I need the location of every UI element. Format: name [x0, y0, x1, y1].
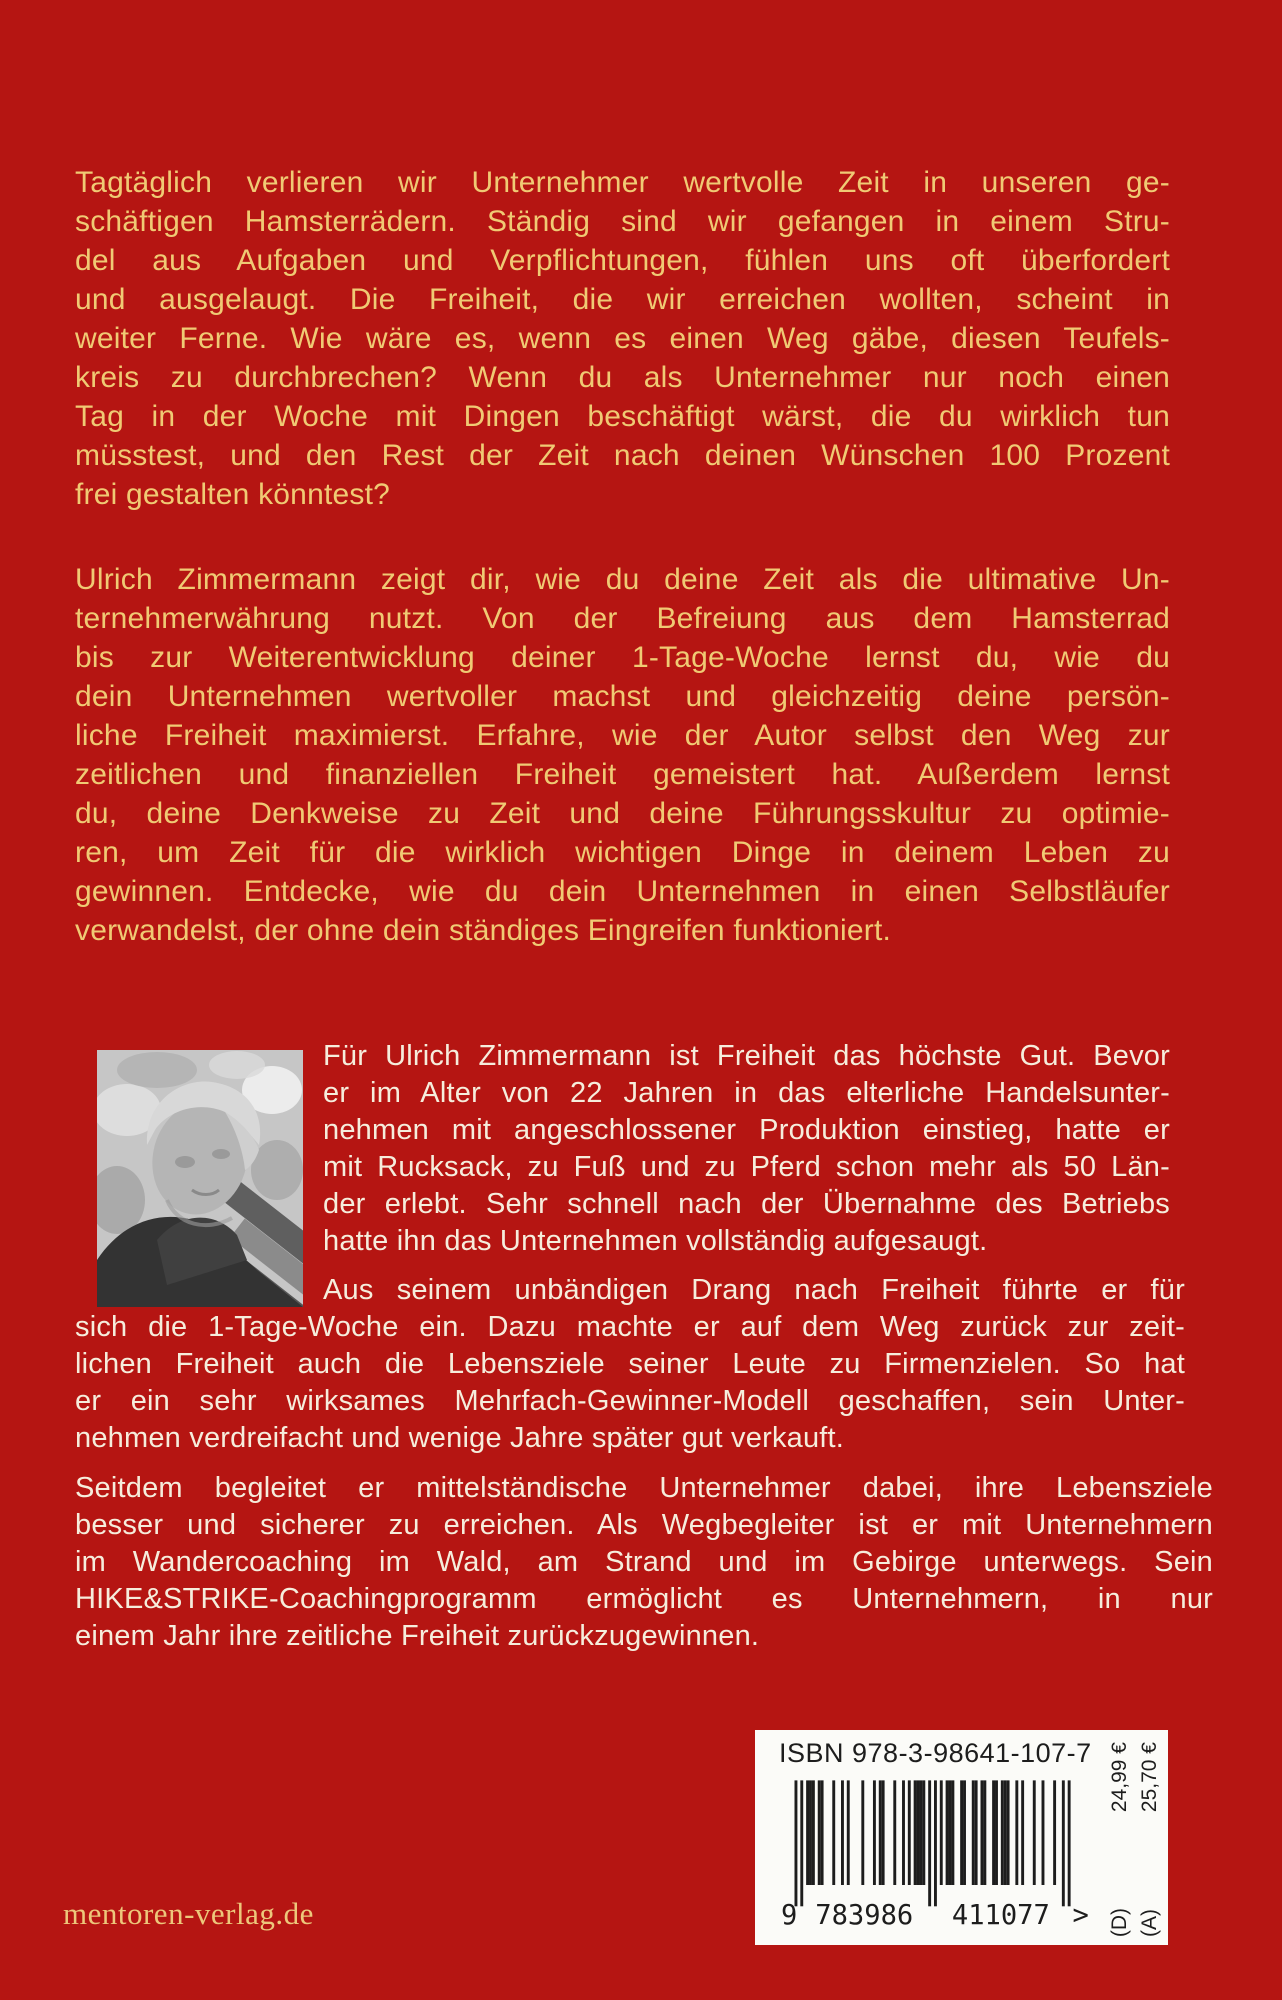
author-bio-continued: [75, 1272, 1185, 1457]
ean13-barcode: [779, 1774, 1089, 1934]
text-line: hatte ihn das Unternehmen vollständig aufgesaugt.: [323, 1225, 988, 1257]
text-line: Für Ulrich Zimmermann ist Freiheit das höchste Gut. Bevor: [323, 1040, 1170, 1072]
blurb-paragraph-1: [75, 163, 1170, 514]
text-line: der erlebt. Sehr schnell nach der Übernahme des Betriebs: [323, 1188, 1170, 1220]
text-line: HIKE&STRIKE-Coachingprogramm ermöglicht es Unternehmern, in nur: [75, 1583, 1213, 1615]
text-line: Tag in der Woche mit Dingen beschäftigt wärst, die du wirklich tun: [75, 400, 1170, 433]
text-line: ren, um Zeit für die wirklich wichtigen Dinge in deinem Leben zu: [75, 836, 1170, 869]
text-line: er im Alter von 22 Jahren in das elterliche Handelsunter-: [323, 1077, 1170, 1109]
text-line: liche Freiheit maximierst. Erfahre, wie der Autor selbst den Weg zur: [75, 719, 1170, 752]
coaching-paragraph: [75, 1470, 1213, 1655]
region-code-germany: (D): [1108, 1907, 1131, 1937]
price-germany: 24,99 €: [1108, 1742, 1131, 1813]
text-line: weiter Ferne. Wie wäre es, wenn es einen Weg gäbe, diesen Teufels-: [75, 322, 1170, 355]
text-line: Tagtäglich verlieren wir Unternehmer wertvolle Zeit in unseren ge-: [75, 166, 1170, 199]
text-line: Seitdem begleitet er mittelständische Unternehmer dabei, ihre Lebensziele: [75, 1472, 1213, 1504]
author-bio-beside-photo: [75, 1038, 1170, 1260]
text-line: del aus Aufgaben und Verpflichtungen, fühlen uns oft überfordert: [75, 244, 1170, 277]
text-line: verwandelst, der ohne dein ständiges Eingreifen funktioniert.: [75, 914, 892, 947]
text-line: mit Rucksack, zu Fuß und zu Pferd schon mehr als 50 Län-: [323, 1151, 1170, 1183]
text-line: Aus seinem unbändigen Drang nach Freiheit führte er für: [323, 1274, 1185, 1306]
text-line: kreis zu durchbrechen? Wenn du als Unternehmer nur noch einen: [75, 361, 1170, 394]
text-line: Ulrich Zimmermann zeigt dir, wie du deine Zeit als die ultimative Un-: [75, 563, 1170, 596]
text-line: und ausgelaugt. Die Freiheit, die wir erreichen wollten, scheint in: [75, 283, 1170, 316]
text-line: dein Unternehmen wertvoller machst und gleichzeitig deine persön-: [75, 680, 1170, 713]
text-line: bis zur Weiterentwicklung deiner 1-Tage-Woche lernst du, wie du: [75, 641, 1170, 674]
text-line: lichen Freiheit auch die Lebensziele seiner Leute zu Firmenzielen. So hat: [75, 1348, 1185, 1380]
text-line: im Wandercoaching im Wald, am Strand und im Gebirge unterwegs. Sein: [75, 1546, 1213, 1578]
text-line: nehmen mit angeschlossener Produktion einstieg, hatte er: [323, 1114, 1170, 1146]
price-austria: 25,70 €: [1138, 1742, 1161, 1813]
publisher-url: mentoren-verlag.de: [63, 1896, 314, 1931]
text-line: sich die 1-Tage-Woche ein. Dazu machte er auf dem Weg zurück zur zeit-: [75, 1311, 1185, 1343]
barcode-trailer: >: [1072, 1899, 1089, 1931]
barcode-group-1: 783986: [815, 1899, 914, 1931]
text-line: einem Jahr ihre zeitliche Freiheit zurückzugewinnen.: [75, 1620, 760, 1652]
text-line: besser und sicherer zu erreichen. Als Wegbegleiter ist er mit Unternehmern: [75, 1509, 1213, 1541]
region-code-austria: (A): [1138, 1909, 1161, 1937]
text-line: ternehmerwährung nutzt. Von der Befreiung aus dem Hamsterrad: [75, 602, 1170, 635]
text-line: gewinnen. Entdecke, wie du dein Unternehmen in einen Selbstläufer: [75, 875, 1170, 908]
text-line: schäftigen Hamsterrädern. Ständig sind wir gefangen in einem Stru-: [75, 205, 1170, 238]
text-line: müsstest, und den Rest der Zeit nach deinen Wünschen 100 Prozent: [75, 439, 1170, 472]
isbn-barcode-box: [755, 1730, 1168, 1945]
text-line: nehmen verdreifacht und wenige Jahre später gut verkauft.: [75, 1422, 845, 1454]
text-line: er ein sehr wirksames Mehrfach-Gewinner-Modell geschaffen, sein Unter-: [75, 1385, 1185, 1417]
barcode-group-2: 411077: [951, 1899, 1050, 1931]
text-line: zeitlichen und finanziellen Freiheit gemeistert hat. Außerdem lernst: [75, 758, 1170, 791]
isbn-label: ISBN 978-3-98641-107-7: [779, 1738, 1092, 1768]
blurb-paragraph-2: [75, 560, 1170, 950]
barcode-digit-left: 9: [780, 1899, 798, 1931]
text-line: frei gestalten könntest?: [75, 478, 390, 511]
text-line: du, deine Denkweise zu Zeit und deine Führungsskultur zu optimie-: [75, 797, 1170, 830]
